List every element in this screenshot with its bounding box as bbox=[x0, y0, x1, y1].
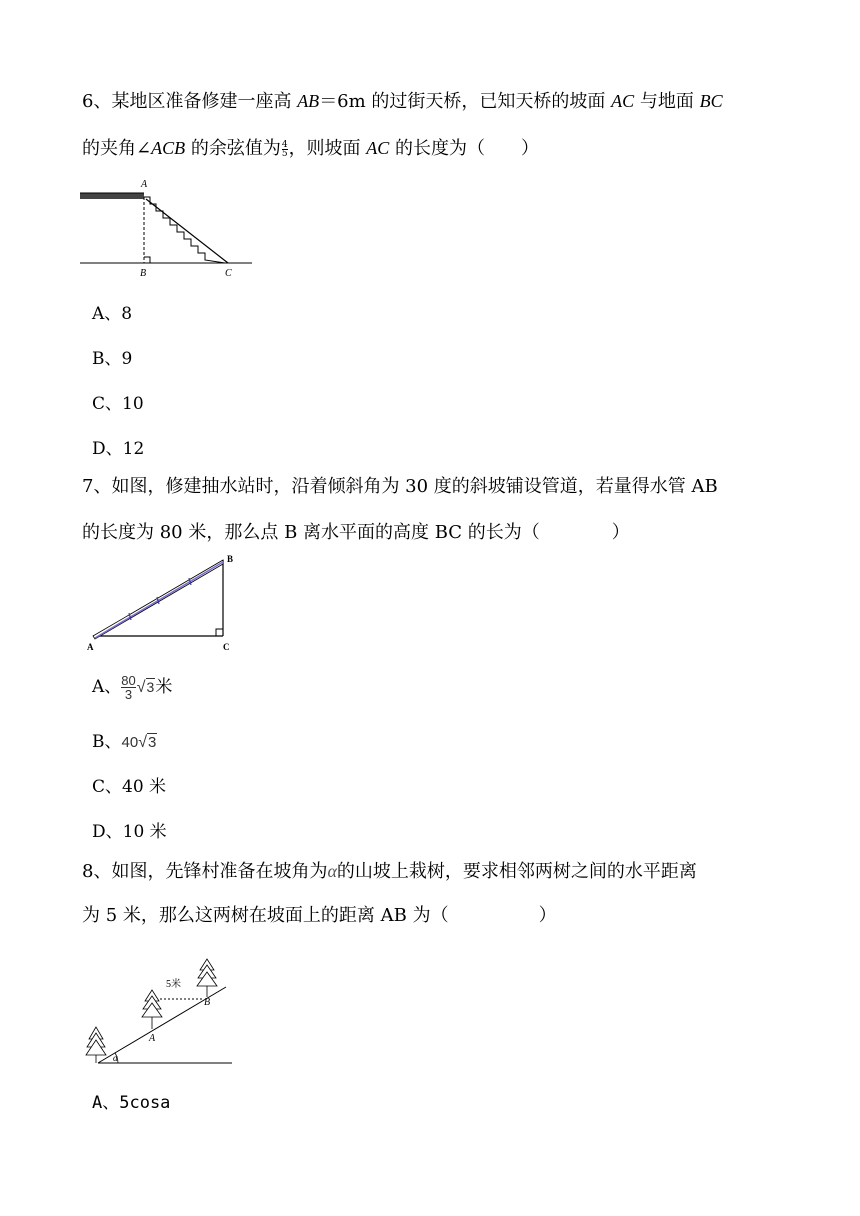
label-c: C bbox=[223, 642, 230, 652]
q6-option-d[interactable]: D、12 bbox=[92, 439, 145, 459]
right-angle-mark bbox=[144, 257, 150, 263]
label-b: B bbox=[204, 997, 211, 1008]
q8-option-a[interactable]: A、5cosa bbox=[92, 1093, 171, 1113]
q7-option-a[interactable]: A、 $\frac{80}{3}$ √3米 bbox=[92, 673, 173, 702]
pipe-slope-diagram bbox=[85, 552, 245, 654]
label-alpha: α bbox=[113, 1053, 118, 1063]
q7-option-d[interactable]: D、10 米 bbox=[92, 822, 167, 842]
distance-label: 5米 bbox=[166, 979, 181, 990]
label-a: A bbox=[149, 1033, 156, 1044]
label-b: B bbox=[140, 268, 147, 279]
forty-sqrt-3: 40√3 bbox=[121, 733, 157, 751]
label-a: A bbox=[87, 642, 94, 652]
cosine-fraction: $\frac{4}{5}$ bbox=[281, 139, 288, 159]
label-a: A bbox=[141, 179, 148, 190]
label-c: C bbox=[225, 268, 232, 279]
question-6-line-2: 的夹角∠ACB 的余弦值为 $\frac{4}{5}$ ，则坡面 AC 的长度为（ ） bbox=[82, 138, 540, 159]
tree-a bbox=[142, 990, 162, 1029]
q6-option-b[interactable]: B、9 bbox=[92, 349, 133, 369]
tree-b bbox=[197, 959, 217, 997]
slope-ac bbox=[146, 199, 228, 263]
label-b: B bbox=[227, 554, 234, 564]
tree-bottom bbox=[86, 1027, 106, 1063]
question-8-line-2: 为 5 米，那么这两树在坡面上的距离 AB 为（ ） bbox=[82, 905, 557, 926]
bridge-diagram bbox=[80, 175, 260, 280]
sqrt-3: √3 bbox=[136, 678, 155, 696]
question-8-line-1: 8、如图，先锋村准备在坡角为α的山坡上栽树，要求相邻两树之间的水平距离 bbox=[82, 861, 697, 882]
q6-option-a[interactable]: A、8 bbox=[92, 304, 133, 324]
q7-option-b[interactable]: B、40√3 bbox=[92, 732, 157, 752]
q6-option-c[interactable]: C、10 bbox=[92, 394, 144, 414]
question-7-line-2: 的长度为 80 米，那么点 B 离水平面的高度 BC 的长为（ ） bbox=[82, 522, 630, 543]
bridge-deck bbox=[80, 193, 144, 199]
question-6-line-1: 6、某地区准备修建一座高 AB＝6m 的过街天桥，已知天桥的坡面 AC 与地面 BC bbox=[82, 91, 723, 112]
question-7-line-1: 7、如图，修建抽水站时，沿着倾斜角为 30 度的斜坡铺设管道，若量得水管 AB bbox=[82, 476, 718, 497]
tree-slope-diagram bbox=[84, 955, 239, 1067]
q7-option-c[interactable]: C、40 米 bbox=[92, 777, 167, 797]
fraction-80-over-3: $\frac{80}{3}$ bbox=[121, 673, 136, 702]
right-angle-mark bbox=[216, 629, 223, 636]
